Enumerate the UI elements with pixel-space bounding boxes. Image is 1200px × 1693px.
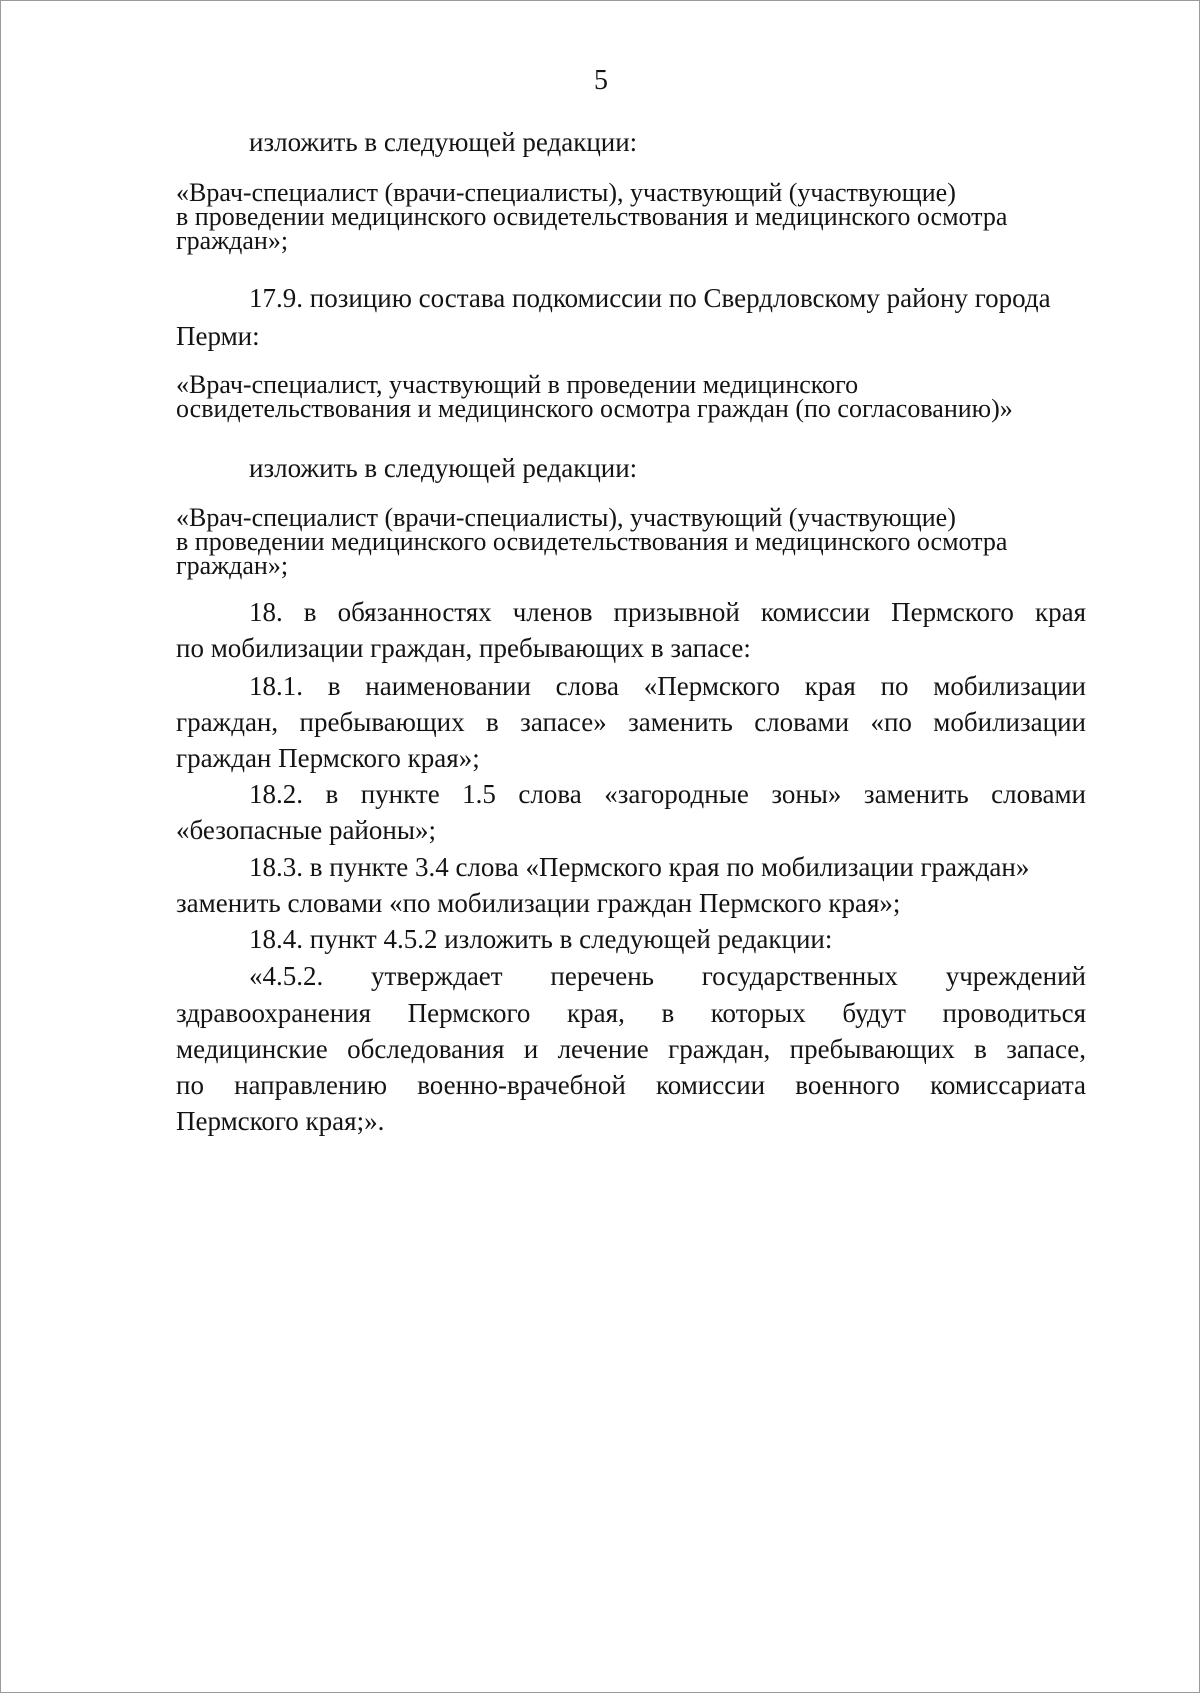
paragraph-line: медицинские обследования и лечение граждан, пребывающих в запасе,: [176, 1034, 1086, 1064]
paragraph-line: по направлению военно-врачебной комиссии военного комиссариата: [176, 1070, 1086, 1100]
paragraph-line: по мобилизации граждан, пребывающих в запасе:: [176, 633, 751, 663]
quote-line: в проведении медицинского освидетельствования и медицинского осмотра: [176, 527, 1008, 556]
quote-line: освидетельствования и медицинского осмотра граждан (по согласованию)»: [176, 394, 1013, 423]
paragraph-line: 18. в обязанностях членов призывной комиссии Пермского края: [249, 597, 1086, 627]
paragraph-line: Перми:: [176, 321, 260, 351]
page-number: 5: [594, 65, 608, 96]
paragraph-line: «4.5.2. утверждает перечень государственных учреждений: [249, 961, 1086, 991]
quote-line: «Врач-специалист (врачи-специалисты), участвующий (участвующие): [176, 178, 956, 207]
quote-line: в проведении медицинского освидетельствования и медицинского осмотра: [176, 202, 1008, 231]
paragraph-line: 18.3. в пункте 3.4 слова «Пермского края по мобилизации граждан»: [249, 852, 1030, 882]
quote-line: граждан»;: [176, 226, 289, 255]
quote-line: «Врач-специалист, участвующий в проведении медицинского: [176, 370, 859, 399]
paragraph-line: граждан Пермского края»;: [176, 743, 480, 773]
paragraph-line: 18.4. пункт 4.5.2 изложить в следующей редакции:: [249, 924, 833, 954]
paragraph-line: граждан, пребывающих в запасе» заменить словами «по мобилизации: [176, 707, 1086, 737]
paragraph-line: Пермского края;».: [176, 1106, 385, 1136]
paragraph-line: 17.9. позицию состава подкомиссии по Свердловскому району города: [249, 283, 1051, 313]
paragraph-line: «безопасные районы»;: [176, 815, 436, 845]
paragraph-line: здравоохранения Пермского края, в которых будут проводиться: [176, 998, 1086, 1028]
paragraph-line: изложить в следующей редакции:: [249, 453, 638, 483]
quote-line: «Врач-специалист (врачи-специалисты), участвующий (участвующие): [176, 503, 956, 532]
paragraph-line: изложить в следующей редакции:: [249, 127, 638, 157]
paragraph-line: 18.1. в наименовании слова «Пермского края по мобилизации: [249, 671, 1086, 701]
paragraph-line: 18.2. в пункте 1.5 слова «загородные зоны» заменить словами: [249, 779, 1086, 809]
paragraph-line: заменить словами «по мобилизации граждан Пермского края»;: [176, 888, 901, 918]
quote-line: граждан»;: [176, 551, 289, 580]
